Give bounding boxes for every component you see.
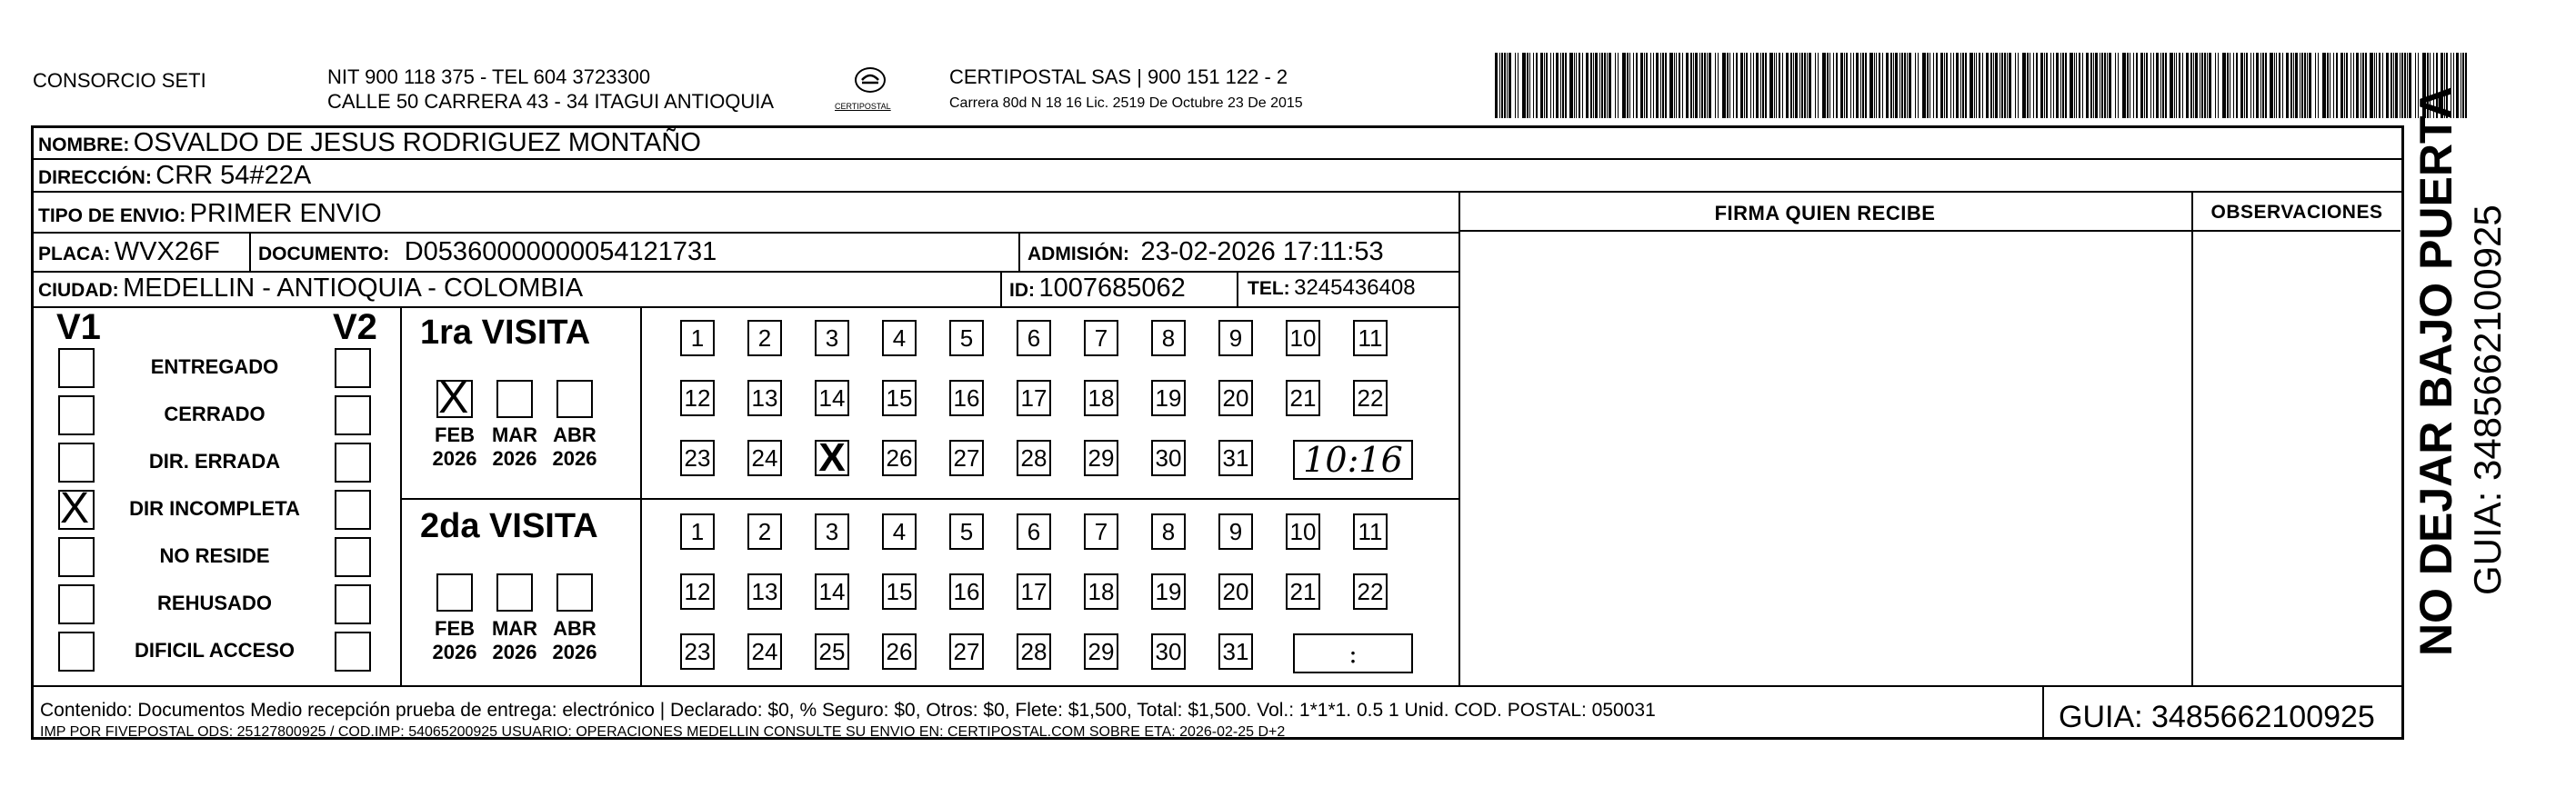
side-warning: NO DEJAR BAJO PUERTA xyxy=(2411,86,2461,656)
day-box[interactable]: 13 xyxy=(747,380,782,416)
day-box[interactable]: 19 xyxy=(1151,573,1186,610)
day-box[interactable]: 11 xyxy=(1353,320,1388,356)
day-box[interactable]: 25 xyxy=(815,633,849,670)
documento-value: D05360000000054121731 xyxy=(404,237,717,266)
month-label: ABR 2026 xyxy=(552,617,597,663)
day-box[interactable]: 4 xyxy=(882,320,917,356)
month-checkbox[interactable] xyxy=(496,380,533,418)
day-box[interactable]: 6 xyxy=(1017,513,1051,550)
v1-checkbox[interactable] xyxy=(58,395,95,435)
day-box[interactable]: 15 xyxy=(882,380,917,416)
day-box[interactable]: 3 xyxy=(815,513,849,550)
day-box[interactable]: 13 xyxy=(747,573,782,610)
month-checkbox[interactable] xyxy=(556,573,593,612)
day-box[interactable]: 22 xyxy=(1353,380,1388,416)
v2-checkbox[interactable] xyxy=(335,395,371,435)
company-name: CONSORCIO SETI xyxy=(33,69,206,92)
v1-checkbox[interactable] xyxy=(58,537,95,577)
v1-checkbox[interactable] xyxy=(58,584,95,624)
certipostal-logo-icon xyxy=(855,67,886,93)
day-box[interactable]: 9 xyxy=(1218,513,1253,550)
day-box[interactable]: 18 xyxy=(1084,380,1118,416)
day-box[interactable]: 12 xyxy=(680,573,715,610)
status-label: REHUSADO xyxy=(157,592,272,614)
tipo-envio-value: PRIMER ENVIO xyxy=(189,199,382,228)
direccion-field xyxy=(38,162,311,194)
month-label: FEB 2026 xyxy=(432,423,477,470)
day-box[interactable]: 12 xyxy=(680,380,715,416)
day-box[interactable]: 8 xyxy=(1151,320,1186,356)
day-box[interactable]: 20 xyxy=(1218,573,1253,610)
nit-line: NIT 900 118 375 - TEL 604 3723300 xyxy=(327,65,651,88)
day-box[interactable]: 21 xyxy=(1286,573,1320,610)
day-box[interactable]: 26 xyxy=(882,440,917,476)
month-label: FEB 2026 xyxy=(432,617,477,663)
nombre-label: NOMBRE: xyxy=(38,134,130,155)
first-visit-title: 1ra VISITA xyxy=(420,314,591,352)
nombre-field xyxy=(38,129,701,161)
v1-checkbox[interactable] xyxy=(58,348,95,388)
day-box[interactable]: 6 xyxy=(1017,320,1051,356)
day-box[interactable]: 10 xyxy=(1286,513,1320,550)
footer-guia: GUIA: 3485662100925 xyxy=(2059,700,2375,734)
day-box[interactable]: 28 xyxy=(1017,633,1051,670)
v2-checkbox[interactable] xyxy=(335,537,371,577)
ciudad-field xyxy=(38,274,583,306)
day-box[interactable]: 16 xyxy=(949,573,984,610)
day-box[interactable]: 26 xyxy=(882,633,917,670)
month-checkbox[interactable] xyxy=(556,380,593,418)
footer-content-line: Contenido: Documentos Medio recepción prueba de entrega: electrónico | Declarado: $0, % Seguro: $0, Otros: $0, Flete: $1,500, Total: $1,500. Vol.: 1*1*1. 0.5 1 Unid. COD. POSTAL: 050031 xyxy=(40,700,1656,721)
admision-field xyxy=(1027,238,1384,270)
day-box[interactable]: 17 xyxy=(1017,573,1051,610)
day-box[interactable]: 7 xyxy=(1084,513,1118,550)
id-value: 1007685062 xyxy=(1038,274,1186,303)
month-checkbox[interactable] xyxy=(436,573,473,612)
day-box[interactable]: 1 xyxy=(680,513,715,550)
day-box[interactable]: 29 xyxy=(1084,440,1118,476)
day-box[interactable]: 31 xyxy=(1218,633,1253,670)
tel-field xyxy=(1248,274,1416,304)
day-box[interactable]: 2 xyxy=(747,513,782,550)
day-box[interactable]: 2 xyxy=(747,320,782,356)
day-box[interactable]: 14 xyxy=(815,573,849,610)
id-field xyxy=(1009,274,1186,306)
day-box[interactable]: 5 xyxy=(949,320,984,356)
day-box[interactable]: 5 xyxy=(949,513,984,550)
observaciones-header: OBSERVACIONES xyxy=(2210,202,2383,223)
status-label: CERRADO xyxy=(164,403,266,425)
logo-caption: CERTIPOSTAL xyxy=(835,102,891,111)
visit-time-box[interactable]: : xyxy=(1293,633,1413,673)
direccion-value: CRR 54#22A xyxy=(155,161,312,190)
status-label: DIFICIL ACCESO xyxy=(134,639,295,662)
month-label: MAR 2026 xyxy=(491,423,538,470)
day-box[interactable]: 20 xyxy=(1218,380,1253,416)
day-box[interactable]: 18 xyxy=(1084,573,1118,610)
day-box[interactable]: 31 xyxy=(1218,440,1253,476)
day-box[interactable]: 29 xyxy=(1084,633,1118,670)
documento-field xyxy=(258,238,717,270)
ciudad-label: CIUDAD: xyxy=(38,280,119,301)
day-box[interactable]: 4 xyxy=(882,513,917,550)
placa-value: WVX26F xyxy=(114,237,220,266)
status-label: DIR. ERRADA xyxy=(148,450,281,473)
admision-label: ADMISIÓN: xyxy=(1027,244,1129,264)
month-checkbox[interactable] xyxy=(496,573,533,612)
day-box[interactable]: 28 xyxy=(1017,440,1051,476)
ciudad-value: MEDELLIN - ANTIOQUIA - COLOMBIA xyxy=(123,274,584,303)
day-box[interactable]: 24 xyxy=(747,633,782,670)
barcode xyxy=(1495,53,2473,118)
v2-header: V2 xyxy=(333,307,377,347)
day-box[interactable]: 14 xyxy=(815,380,849,416)
day-box[interactable]: 21 xyxy=(1286,380,1320,416)
day-box[interactable]: 11 xyxy=(1353,513,1388,550)
day-box[interactable]: 16 xyxy=(949,380,984,416)
day-box[interactable]: 24 xyxy=(747,440,782,476)
placa-field xyxy=(38,238,220,270)
day-box[interactable]: X xyxy=(815,440,849,476)
address-line: CALLE 50 CARRERA 43 - 34 ITAGUI ANTIOQUIA xyxy=(327,90,775,113)
v1-check-mark: X xyxy=(60,484,90,533)
v2-checkbox[interactable] xyxy=(335,490,371,530)
documento-label: DOCUMENTO: xyxy=(258,244,390,264)
day-box[interactable]: 10 xyxy=(1286,320,1320,356)
tel-label: TEL: xyxy=(1248,278,1290,299)
month-check-mark: X xyxy=(438,372,469,423)
v2-checkbox[interactable] xyxy=(335,584,371,624)
side-guia: GUIA: 3485662100925 xyxy=(2466,204,2509,595)
tel-value: 3245436408 xyxy=(1294,275,1416,300)
v1-checkbox[interactable] xyxy=(58,632,95,672)
status-label: NO RESIDE xyxy=(159,544,270,567)
footer-info-line: IMP POR FIVEPOSTAL ODS: 25127800925 / COD.IMP: 54065200925 USUARIO: OPERACIONES MEDELLIN CONSULTE SU ENVIO EN: CERTIPOSTAL.COM SOBRE ETA: 2026-02-25 D+2 xyxy=(40,724,1286,740)
day-box[interactable]: 9 xyxy=(1218,320,1253,356)
firma-header: FIRMA QUIEN RECIBE xyxy=(1714,202,1936,224)
day-box[interactable]: 19 xyxy=(1151,380,1186,416)
day-box[interactable]: 27 xyxy=(949,633,984,670)
v1-header: V1 xyxy=(56,307,101,347)
tipo-envio-label: TIPO DE ENVIO: xyxy=(38,205,186,226)
day-box[interactable]: 7 xyxy=(1084,320,1118,356)
direccion-label: DIRECCIÓN: xyxy=(38,167,152,188)
certipostal-line: CERTIPOSTAL SAS | 900 151 122 - 2 xyxy=(949,65,1288,88)
v2-checkbox[interactable] xyxy=(335,443,371,483)
v1-checkbox[interactable] xyxy=(58,443,95,483)
day-box[interactable]: 23 xyxy=(680,440,715,476)
second-visit-title: 2da VISITA xyxy=(420,507,598,545)
admision-value: 23-02-2026 17:11:53 xyxy=(1140,237,1384,266)
day-box[interactable]: 15 xyxy=(882,573,917,610)
day-box[interactable]: 30 xyxy=(1151,633,1186,670)
v2-checkbox[interactable] xyxy=(335,348,371,388)
day-box[interactable]: 17 xyxy=(1017,380,1051,416)
placa-label: PLACA: xyxy=(38,244,111,264)
day-box[interactable]: 27 xyxy=(949,440,984,476)
visit-time-box[interactable]: 10:16 xyxy=(1293,440,1413,480)
day-box[interactable]: 1 xyxy=(680,320,715,356)
tipo-envio-field xyxy=(38,200,382,232)
status-label: ENTREGADO xyxy=(150,355,279,378)
day-box[interactable]: 30 xyxy=(1151,440,1186,476)
day-box[interactable]: 3 xyxy=(815,320,849,356)
v2-checkbox[interactable] xyxy=(335,632,371,672)
month-label: ABR 2026 xyxy=(552,423,597,470)
id-label: ID: xyxy=(1009,280,1035,301)
day-box[interactable]: 22 xyxy=(1353,573,1388,610)
day-box[interactable]: 23 xyxy=(680,633,715,670)
nombre-value: OSVALDO DE JESUS RODRIGUEZ MONTAÑO xyxy=(133,128,701,157)
day-box[interactable]: 8 xyxy=(1151,513,1186,550)
status-label: DIR INCOMPLETA xyxy=(129,497,300,520)
license-line: Carrera 80d N 18 16 Lic. 2519 De Octubre 23 De 2015 xyxy=(949,95,1303,111)
month-label: MAR 2026 xyxy=(491,617,538,663)
